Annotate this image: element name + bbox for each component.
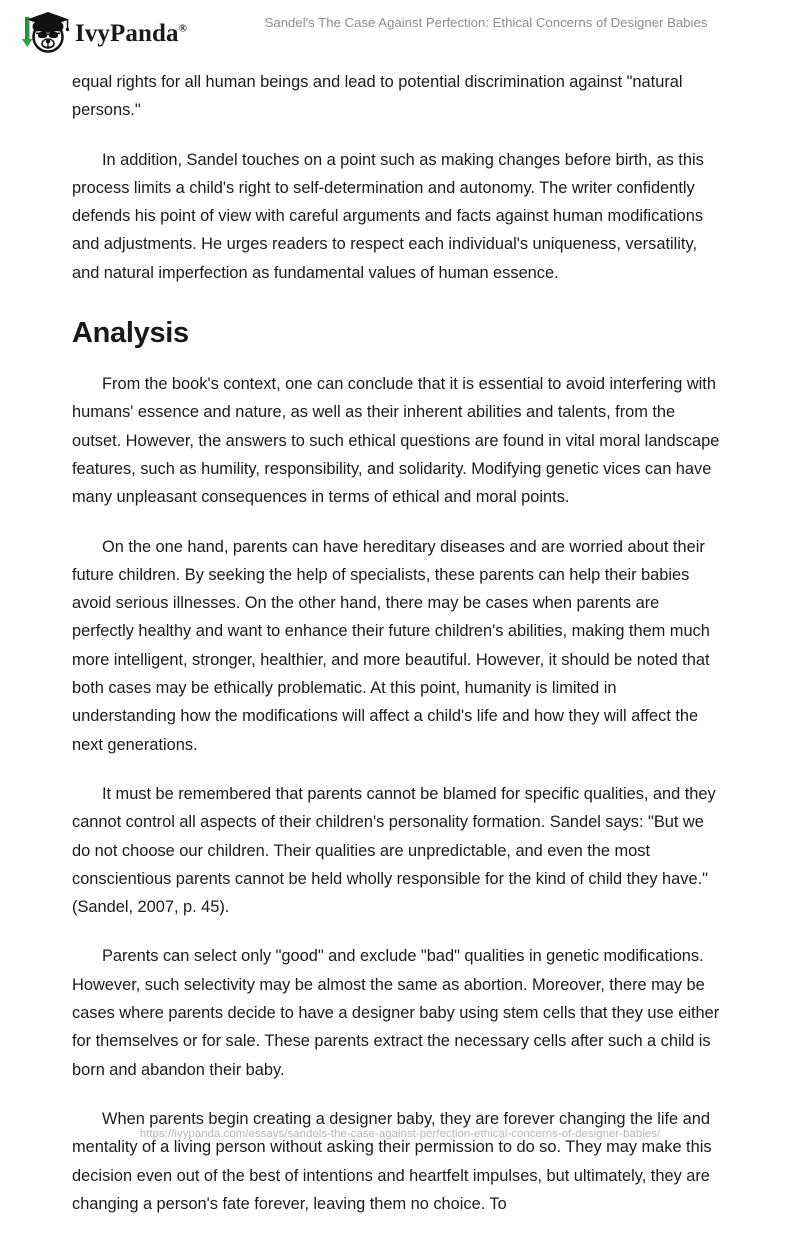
paragraph: equal rights for all human beings and lead to potential discrimination against "natural persons." [72,73,683,120]
page-header [0,0,800,62]
brand-name-text: IvyPanda [75,19,179,47]
paragraph: From the book's context, one can conclude that it is essential to avoid interfering with humans' essence and nature, as well as their inherent abilities and talents, from the outset. However, the answers to such ethical questions are found in vital moral landscape features, such as humility, responsibility, and solidarity. Modifying genetic vices can have many unpleasant consequences in terms of ethical and moral points. [72,375,720,507]
paragraph: It must be remembered that parents cannot be blamed for specific qualities, and they cannot control all aspects of their children's personality formation. Sandel says: "But we do not choose our children. Their qualities are unpredictable, and even the most conscientious parents cannot be held wholly responsible for the kind of child they have." (Sandel, 2007, p. 45). [72,784,716,917]
paragraph: When parents begin creating a designer baby, they are forever changing the life and mentality of a living person without asking their permission to do so. They may make this decision even out of the best of intentions and heartfelt impulses, but ultimately, they are changing a person's fate forever, leaving them no choice. To [72,1109,712,1213]
registered-trademark-icon: ® [178,22,187,35]
brand-logo[interactable] [17,10,187,54]
paragraph: Parents can select only "good" and exclude "bad" qualities in genetic modifications. However, such selectivity may be almost the same as abortion. Moreover, there may be cases where parents decide to have a designer baby using stem cells that they use either for themselves or for sale. These parents extract the necessary cells after such a child is born and abandon their baby. [72,947,720,1079]
brand-name [75,21,187,46]
paragraph: On the one hand, parents can have hereditary diseases and are worried about their future children. By seeking the help of specialists, these parents can help their babies avoid serious illnesses. On the other hand, there may be cases when parents are perfectly healthy and want to enhance their future children's abilities, making them much more intelligent, stronger, healthier, and more beautiful. However, it should be noted that both cases may be ethically problematic. At this point, humanity is limited in understanding how the modifications will affect a child's life and how they will affect the next generations. [72,537,710,754]
panda-graduate-logo-icon [17,10,71,54]
document-body [72,68,724,1239]
page-footer [0,1124,800,1142]
source-url-link[interactable]: https://ivypanda.com/essays/sandels-the-case-against-perfection-ethical-concerns-of-designer-babies/ [139,1128,661,1140]
document-title-header: Sandel's The Case Against Perfection: Ethical Concerns of Designer Babies [264,15,708,30]
paragraph: In addition, Sandel touches on a point such as making changes before birth, as this process limits a child's right to self-determination and autonomy. The writer confidently defends his point of view with careful arguments and facts against human modifications and adjustments. He urges readers to respect each individual's uniqueness, versatility, and natural imperfection as fundamental values of human essence. [72,150,704,282]
section-heading-analysis: Analysis [72,317,189,350]
